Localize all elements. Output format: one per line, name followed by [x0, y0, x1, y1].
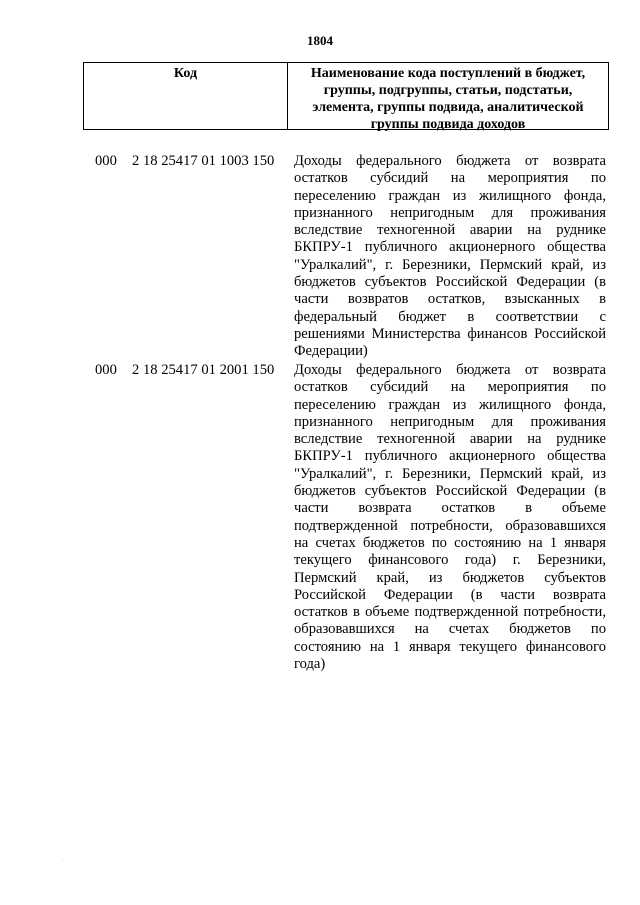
revenue-description: Доходы федерального бюджета от возврата остатков субсидий на мероприятия по переселению граждан из жилищного фонда, признанного непригодным для проживания вследствие техногенной аварии на руднике БКПРУ-1 публичного акционерного общества "Уралкалий", г. Березники, Пермский край, из бюджетов субъектов Российской Федерации (в части возвратов остатков, взысканных в федеральный бюджет в соответствии с решениями Министерства финансов Российской Федерации): [294, 153, 606, 360]
admin-code: 000: [95, 153, 117, 169]
page-number: 1804: [307, 33, 333, 48]
revenue-code: 2 18 25417 01 1003 150: [132, 153, 275, 169]
admin-code: 000: [95, 362, 117, 378]
table-header: [83, 62, 609, 130]
revenue-description: Доходы федерального бюджета от возврата остатков субсидий на мероприятия по переселению граждан из жилищного фонда, признанного непригодным для проживания вследствие техногенной аварии на руднике БКПРУ-1 публичного акционерного общества "Уралкалий", г. Березники, Пермский край, из бюджетов субъектов Российской Федерации (в части возврата остатков в объеме подтвержденной потребности, образовавшихся на счетах бюджетов по состоянию на 1 января текущего финансового года) г. Березники, Пермский край, из бюджетов субъектов Российской Федерации (в части возврата остатков в объеме подтвержденной потребности, образовавшихся на счетах бюджетов по состоянию на 1 января текущего финансового года): [294, 362, 606, 673]
column-header-name: Наименование кода поступлений в бюджет, группы, подгруппы, статьи, подстатьи, элемента, группы подвида, аналитической группы подвида доходов: [310, 66, 586, 132]
scan-artifact: ·: [62, 858, 64, 864]
revenue-code: 2 18 25417 01 2001 150: [132, 362, 275, 378]
column-header-code: Код: [84, 63, 288, 129]
